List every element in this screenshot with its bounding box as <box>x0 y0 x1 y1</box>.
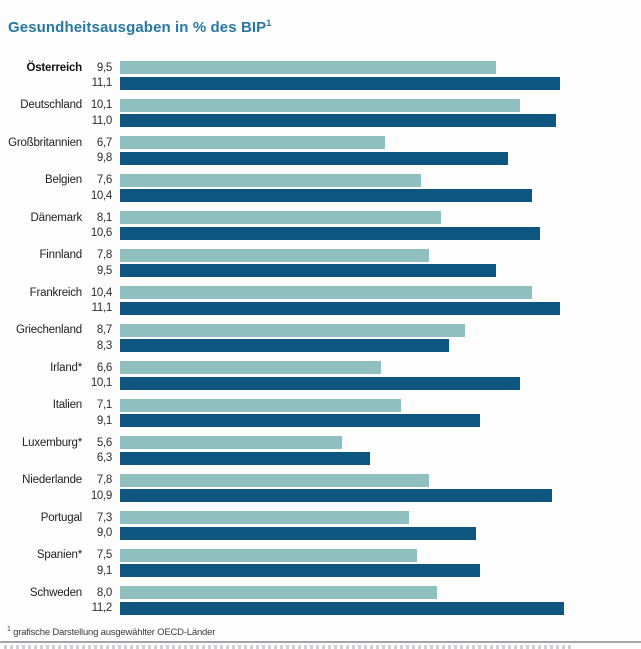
country-row-dark-line <box>0 113 641 128</box>
value-label-light: 7,1 <box>96 399 112 412</box>
bar-light <box>120 286 532 299</box>
country-label: Großbritannien <box>8 136 82 149</box>
value-label-dark: 10,4 <box>90 189 112 202</box>
bar-dark <box>120 152 508 165</box>
bar-light <box>120 511 409 524</box>
bar-light <box>120 361 381 374</box>
country-row <box>0 135 641 173</box>
country-row-dark-line <box>0 563 641 578</box>
value-label-light: 7,8 <box>96 474 112 487</box>
country-row-light-line <box>0 135 641 150</box>
value-label-light: 7,5 <box>96 549 112 562</box>
country-row-dark-line <box>0 375 641 390</box>
country-row-dark-line <box>0 150 641 165</box>
country-label: Spanien* <box>36 549 82 562</box>
country-row-dark-line <box>0 225 641 240</box>
country-row <box>0 285 641 323</box>
bar-dark <box>120 414 480 427</box>
value-label-dark: 11,1 <box>91 77 112 90</box>
country-row-light-line <box>0 435 641 450</box>
country-row-dark-line <box>0 338 641 353</box>
country-row-dark-line <box>0 413 641 428</box>
country-row <box>0 210 641 248</box>
value-label-dark: 8,3 <box>96 339 112 352</box>
value-label-dark: 10,1 <box>90 377 112 390</box>
country-row <box>0 60 641 98</box>
country-row-light-line <box>0 510 641 525</box>
value-label-light: 10,4 <box>90 286 112 299</box>
value-label-light: 6,6 <box>96 361 112 374</box>
bar-light <box>120 436 342 449</box>
country-row-light-line <box>0 248 641 263</box>
bar-light <box>120 324 465 337</box>
page-title-footnote-marker: 1 <box>266 18 272 28</box>
country-row <box>0 435 641 473</box>
country-row <box>0 360 641 398</box>
value-label-light: 8,1 <box>96 211 112 224</box>
country-label: Frankreich <box>29 286 82 299</box>
country-row-dark-line <box>0 488 641 503</box>
country-label: Niederlande <box>22 474 82 487</box>
country-row <box>0 173 641 211</box>
country-row-light-line <box>0 98 641 113</box>
country-label: Irland* <box>50 361 82 374</box>
country-row-light-line <box>0 285 641 300</box>
bar-dark <box>120 527 476 540</box>
value-label-light: 7,6 <box>96 174 112 187</box>
bar-dark <box>120 489 552 502</box>
footnote-marker: 1 <box>7 626 11 633</box>
bottom-divider <box>0 641 641 643</box>
bar-light <box>120 586 437 599</box>
value-label-dark: 11,1 <box>91 302 112 315</box>
bar-light <box>120 174 421 187</box>
value-label-light: 8,0 <box>96 586 112 599</box>
value-label-dark: 10,6 <box>90 227 112 240</box>
bar-light <box>120 474 429 487</box>
value-label-light: 6,7 <box>96 136 112 149</box>
country-row <box>0 398 641 436</box>
page-title-text: Gesundheitsausgaben in % des BIP <box>8 19 267 36</box>
country-label: Schweden <box>29 586 82 599</box>
cut-off-text-strip <box>4 645 574 649</box>
bar-light <box>120 249 429 262</box>
bar-dark <box>120 602 564 615</box>
bar-light <box>120 211 441 224</box>
value-label-dark: 6,3 <box>96 452 112 465</box>
footnote <box>7 626 215 638</box>
country-label: Portugal <box>40 511 82 524</box>
bar-dark <box>120 564 480 577</box>
value-label-light: 10,1 <box>90 99 112 112</box>
country-row <box>0 585 641 623</box>
country-label: Belgien <box>45 174 82 187</box>
country-label: Österreich <box>26 61 82 74</box>
bar-dark <box>120 452 370 465</box>
bar-dark <box>120 302 560 315</box>
country-row-light-line <box>0 548 641 563</box>
bar-light <box>120 399 401 412</box>
country-row <box>0 323 641 361</box>
country-row-light-line <box>0 398 641 413</box>
bar-light <box>120 61 496 74</box>
country-row-dark-line <box>0 600 641 615</box>
bar-dark <box>120 114 556 127</box>
value-label-dark: 11,0 <box>91 114 112 127</box>
bar-light <box>120 99 520 112</box>
bar-light <box>120 136 385 149</box>
country-row-light-line <box>0 210 641 225</box>
country-label: Deutschland <box>20 99 82 112</box>
country-row-light-line <box>0 473 641 488</box>
bar-chart <box>0 60 641 623</box>
country-row <box>0 98 641 136</box>
country-row <box>0 473 641 511</box>
country-row-light-line <box>0 60 641 75</box>
country-row-dark-line <box>0 525 641 540</box>
country-label: Finnland <box>39 249 82 262</box>
bar-dark <box>120 227 540 240</box>
bar-light <box>120 549 417 562</box>
country-label: Griechenland <box>15 324 82 337</box>
value-label-light: 5,6 <box>96 436 112 449</box>
country-row-dark-line <box>0 188 641 203</box>
bar-dark <box>120 264 496 277</box>
value-label-light: 7,8 <box>96 249 112 262</box>
country-row-dark-line <box>0 300 641 315</box>
bar-dark <box>120 189 532 202</box>
country-row-light-line <box>0 173 641 188</box>
country-row-dark-line <box>0 75 641 90</box>
country-row-light-line <box>0 585 641 600</box>
country-row <box>0 548 641 586</box>
country-label: Luxemburg* <box>21 436 82 449</box>
bar-dark <box>120 339 449 352</box>
value-label-dark: 9,1 <box>96 414 112 427</box>
value-label-light: 7,3 <box>96 511 112 524</box>
country-row-dark-line <box>0 450 641 465</box>
value-label-dark: 9,8 <box>96 152 112 165</box>
country-row-light-line <box>0 323 641 338</box>
country-row <box>0 248 641 286</box>
country-row <box>0 510 641 548</box>
value-label-light: 9,5 <box>96 61 112 74</box>
value-label-dark: 9,0 <box>96 527 112 540</box>
bar-dark <box>120 377 520 390</box>
country-row-dark-line <box>0 263 641 278</box>
bar-dark <box>120 77 560 90</box>
value-label-dark: 10,9 <box>90 489 112 502</box>
country-label: Italien <box>52 399 82 412</box>
value-label-dark: 9,1 <box>96 564 112 577</box>
country-label: Dänemark <box>30 211 82 224</box>
page-title <box>8 18 271 36</box>
value-label-dark: 11,2 <box>91 602 112 615</box>
country-row-light-line <box>0 360 641 375</box>
value-label-light: 8,7 <box>96 324 112 337</box>
footnote-text: grafische Darstellung ausgewählter OECD-Länder <box>13 627 216 639</box>
value-label-dark: 9,5 <box>96 264 112 277</box>
